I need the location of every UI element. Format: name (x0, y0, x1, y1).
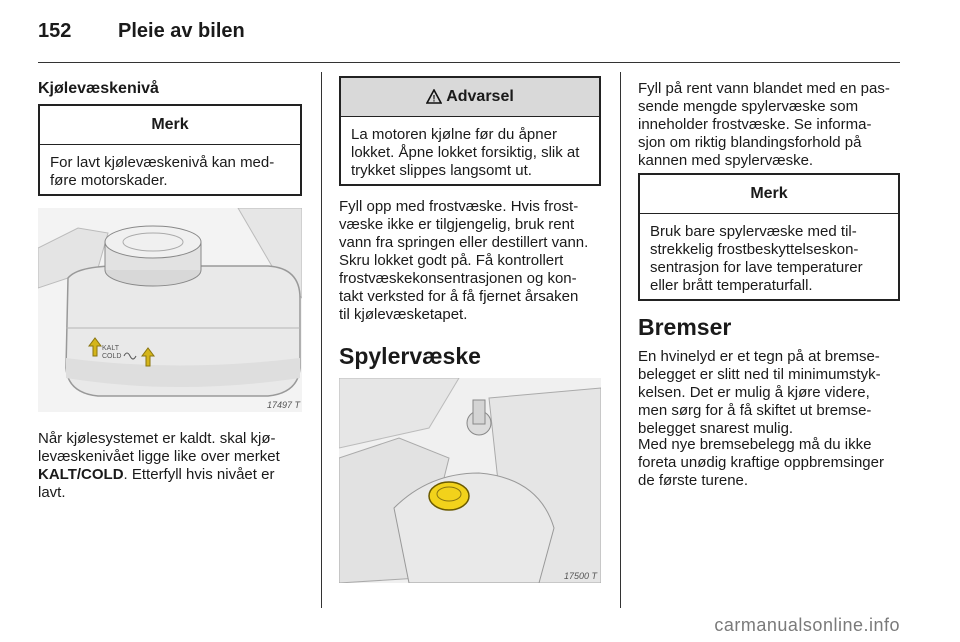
warning-title-bar (341, 78, 599, 117)
brakes-paragraph-2: Med nye bremsebelegg må du ikke foreta unødig kraftige oppbremsinger de første turene. (638, 436, 884, 489)
figure-code: 17497 T (266, 400, 300, 410)
warning-exclamation: ! (432, 93, 436, 104)
watermark: carmanualsonline.info (714, 615, 900, 635)
warning-text: La motoren kjølne før du åpner lokket. Åpne lokket forsiktig, slik at trykket slippes langsomt ut. (351, 126, 580, 179)
tank-mark-kalt: KALT (102, 345, 119, 352)
note-title: Merk (640, 175, 898, 214)
paragraph-text: Når kjølesystemet er kaldt. skal kjø- levæskenivået ligge like over merket (38, 430, 280, 465)
warning-triangle-icon (426, 89, 442, 104)
column-divider-right (620, 72, 621, 608)
washer-reservoir-illustration (339, 378, 601, 583)
antifreeze-paragraph: Fyll opp med frostvæske. Hvis frost- væske ikke er tilgjengelig, bruk rent vann fra springen eller destillert vann. Skru lokket godt på. Få kontrollert frostvæskekonsentrasjonen og kon- takt verksted for å få fjernet årsaken til kjølevæsketapet. (339, 198, 589, 323)
header-divider (38, 62, 900, 63)
figure-code: 17500 T (563, 571, 597, 581)
coolant-tank-figure (38, 208, 302, 412)
note-title: Merk (40, 106, 300, 145)
page-number: 152 (38, 20, 72, 42)
washer-fluid-heading: Spylervæske (339, 343, 481, 369)
paragraph-text-end: . Etterfyll hvis nivået er lavt. (38, 466, 275, 501)
brakes-heading: Bremser (638, 314, 732, 340)
warning-box (339, 76, 601, 186)
brakes-paragraph-1: En hvinelyd er et tegn på at bremse- belegget er slitt ned til minimumstyk- kelsen. Det er mulig å kjøre videre, men sørg for å få skiftet ut bremse- belegget snarest mulig. (638, 348, 881, 437)
washer-fluid-paragraph: Fyll på rent vann blandet med en pas- sende mengde spylervæske som inneholder frostvæske. Se informa- sjon om riktig blandingsforhold på kannen med spylervæske. (638, 80, 890, 169)
note-text: For lavt kjølevæskenivå kan med- føre motorskader. (50, 154, 275, 189)
chapter-title: Pleie av bilen (118, 20, 245, 42)
coolant-tank-illustration (38, 208, 302, 412)
coolant-level-paragraph (38, 430, 308, 502)
note-text: Bruk bare spylervæske med til- strekkelig frostbeskyttelseskon- sentrasjon for lave temperaturer eller brått temperaturfall. (650, 223, 863, 294)
column-divider-left (321, 72, 322, 608)
cold-mark-label: KALT/COLD (38, 466, 124, 483)
warning-title: Advarsel (446, 88, 514, 105)
washer-note-box (638, 173, 900, 301)
tank-mark-cold: COLD (102, 353, 122, 360)
washer-reservoir-figure (339, 378, 601, 583)
coolant-note-box (38, 104, 302, 196)
coolant-level-heading: Kjølevæskenivå (38, 80, 159, 97)
washer-cap-highlight (429, 482, 469, 510)
